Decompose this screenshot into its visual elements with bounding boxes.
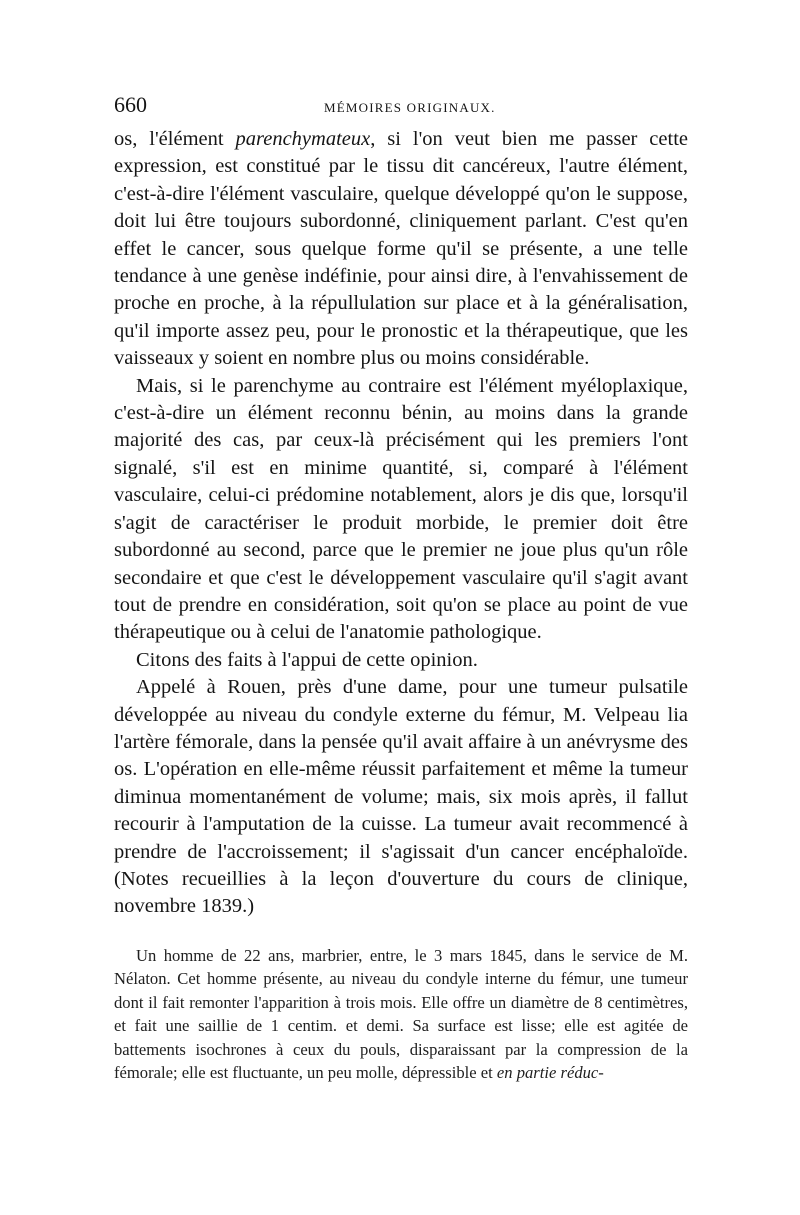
paragraph: Citons des faits à l'appui de cette opinion. (136, 648, 478, 671)
note-text: Un homme de 22 ans, marbrier, entre, le 3 mars 1845, dans le service de M. Nélaton. Cet homme présente, au niveau du condyle interne du fémur, une tumeur dont il fait remonter l'apparition à trois mois. Elle offre un diamètre de 8 centimètres, et fait une saillie de 1 centim. et demi. Sa surface est lisse; elle est agitée de battements isochrones à ceux du pouls, disparaissant par la compression de la fémorale; elle est fluctuante, un peu molle, dépressible et (114, 945, 688, 1083)
italic-text: en partie réduc- (496, 1063, 604, 1083)
italic-term: parenchymateux (235, 128, 371, 150)
case-note (114, 944, 688, 1085)
paragraph-continuation (114, 126, 688, 373)
paragraph: Appelé à Rouen, près d'une dame, pour une tumeur pulsatile développée au niveau du condyle externe du fémur, M. Velpeau lia l'artère fémorale, dans la pensée qu'il avait affaire à un anévrysme des os. L'opération en elle-même réussit parfaitement et même la tumeur diminua momentanément de volume; mais, six mois après, il fallut recourir à l'amputation de la cuisse. La tumeur avait recommencé à prendre de l'accroissement; il s'agissait d'un cancer encéphaloïde. (Notes recueillies à la leçon d'ouverture du cours de clinique, novembre 1839.) (114, 676, 688, 918)
page-number: 660 (114, 92, 147, 117)
paragraph: Mais, si le parenchyme au contraire est l'élément myéloplaxique, c'est-à-dire un élément reconnu bénin, au moins dans la grande majorité des cas, par ceux-là précisément qui les premiers l'ont signalé, s'il est en minime quantité, si, comparé à l'élément vasculaire, celui-ci prédomine notablement, alors je dis que, lorsqu'il s'agit de caractériser le produit morbide, le premier doit être subordonné au second, parce que le premier ne joue plus qu'un rôle secondaire et que c'est le développement vasculaire qu'il s'agit avant tout de prendre en considération, soit qu'on se place au point de vue thérapeutique ou à celui de l'anatomie pathologique. (114, 374, 688, 644)
book-page (114, 92, 688, 1085)
paragraph-text: , si l'on veut bien me passer cette expression, est constitué par le tissu dit cancéreux, l'autre élément, c'est-à-dire l'élément vasculaire, quelque développé qu'on le suppose, doit lui être toujours subordonné, cliniquement parlant. C'est qu'en effet le cancer, sous quelque forme qu'il se présente, a une telle tendance à une genèse indéfinie, pour ainsi dire, à l'envahissement de proche en proche, à la répullulation sur place et à la généralisation, qu'il importe assez peu, pour le pronostic et la thérapeutique, que les vaisseaux y soient en nombre plus ou moins considérable. (114, 128, 688, 370)
running-head (114, 92, 688, 126)
running-title: MÉMOIRES ORIGINAUX. (324, 100, 496, 115)
section-gap (114, 921, 688, 944)
paragraph-text: os, l'élément (114, 128, 236, 150)
